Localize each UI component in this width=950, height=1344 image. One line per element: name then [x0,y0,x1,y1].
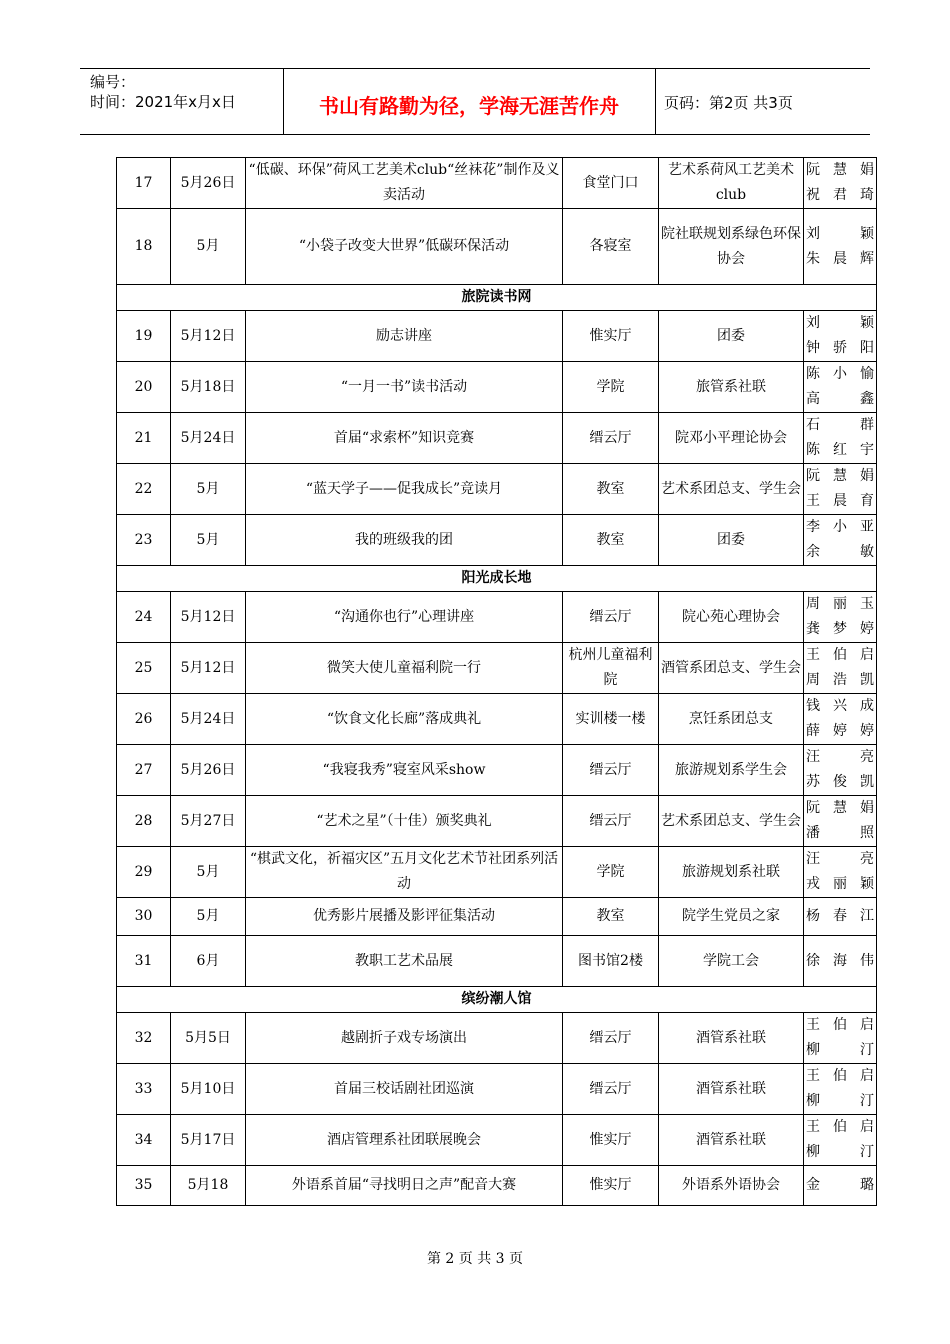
person-name: 朱晨辉 [806,250,874,267]
activity-organizer: 院学生党员之家 [659,898,804,936]
person-name: 石 群 [806,417,874,433]
section-header-row [117,285,877,311]
table-row [117,898,877,936]
row-number: 22 [117,464,171,515]
person-name: 汪 亮 [806,749,874,765]
activity-date: 5月18日 [171,362,246,413]
activity-place: 缙云厅 [563,1064,659,1115]
person-name: 苏俊凯 [806,774,874,790]
person-name: 柳 汀 [806,1144,874,1160]
row-number: 33 [117,1064,171,1115]
person-name: 李小亚 [806,519,874,535]
person-name: 王伯启 [806,1068,874,1084]
row-number: 29 [117,847,171,898]
person-name: 高 鑫 [806,391,874,407]
number-label: 编号： [90,73,136,91]
person-name: 钟骄阳 [806,340,874,356]
activity-name: 优秀影片展播及影评征集活动 [246,898,563,936]
activity-organizer: 院心苑心理协会 [659,592,804,643]
activity-date: 5月17日 [171,1115,246,1166]
person-name: 刘 颖 [806,315,874,331]
activity-place: 缙云厅 [563,413,659,464]
table-row [117,158,877,209]
responsible-persons [804,745,877,796]
person-name: 龚梦婷 [806,621,874,637]
activity-name: “蓝天学子——促我成长”竞读月 [246,464,563,515]
activity-organizer: 酒管系社联 [659,1064,804,1115]
activity-place: 教室 [563,464,659,515]
activity-date: 5月27日 [171,796,246,847]
row-number: 35 [117,1166,171,1206]
header-divider-right [655,68,656,135]
responsible-persons [804,413,877,464]
time-label: 时间：2021年x月x日 [90,93,236,111]
responsible-persons [804,1064,877,1115]
activity-organizer: 烹饪系团总支 [659,694,804,745]
activity-date: 5月5日 [171,1013,246,1064]
activity-name: “低碳、环保”荷风工艺美术club“丝袜花”制作及义卖活动 [246,158,563,209]
activity-date: 5月 [171,847,246,898]
header-top-rule [80,68,870,69]
activity-place: 实训楼一楼 [563,694,659,745]
table-row [117,311,877,362]
table-row [117,1166,877,1206]
activity-date: 5月24日 [171,694,246,745]
activity-organizer: 酒管系社联 [659,1115,804,1166]
person-name: 徐海伟 [806,952,874,969]
person-name: 祝君琦 [806,187,874,203]
row-number: 19 [117,311,171,362]
activity-place: 缙云厅 [563,1013,659,1064]
responsible-persons [804,592,877,643]
responsible-persons [804,643,877,694]
header-motto: 书山有路勤为径，学海无涯苦作舟 [319,94,619,118]
activity-date: 5月18 [171,1166,246,1206]
activity-name: 教职工艺术品展 [246,936,563,987]
section-title: 缤纷潮人馆 [117,987,877,1013]
activity-place: 惟实厅 [563,1166,659,1206]
person-name: 王伯启 [806,1119,874,1135]
table-row [117,464,877,515]
row-number: 21 [117,413,171,464]
activity-schedule-table [116,157,877,1206]
activity-name: “棋武文化，祈福灾区”五月文化艺术节社团系列活动 [246,847,563,898]
responsible-persons [804,1166,877,1206]
activity-organizer: 旅游规划系社联 [659,847,804,898]
activity-organizer: 酒管系团总支、学生会 [659,643,804,694]
section-header-row [117,987,877,1013]
activity-date: 5月 [171,209,246,285]
activity-date: 5月 [171,464,246,515]
activity-date: 5月12日 [171,592,246,643]
person-name: 王伯启 [806,1017,874,1033]
activity-place: 惟实厅 [563,311,659,362]
responsible-persons [804,1013,877,1064]
activity-organizer: 院邓小平理论协会 [659,413,804,464]
person-name: 周浩凯 [806,672,874,688]
row-number: 26 [117,694,171,745]
responsible-persons [804,796,877,847]
activity-place: 食堂门口 [563,158,659,209]
activity-name: “饮食文化长廊”落成典礼 [246,694,563,745]
person-name: 潘 照 [806,825,874,841]
activity-name: 励志讲座 [246,311,563,362]
responsible-persons [804,464,877,515]
person-name: 杨春江 [806,908,874,924]
activity-name: “艺术之星”（十佳）颁奖典礼 [246,796,563,847]
row-number: 31 [117,936,171,987]
responsible-persons [804,898,877,936]
person-name: 余 敏 [806,544,874,560]
table-row [117,936,877,987]
person-name: 阮慧娟 [806,800,874,816]
activity-organizer: 艺术系团总支、学生会 [659,464,804,515]
activity-date: 5月26日 [171,158,246,209]
section-header-row [117,566,877,592]
person-name: 阮慧娟 [806,162,874,178]
activity-place: 缙云厅 [563,745,659,796]
table-row [117,515,877,566]
responsible-persons [804,362,877,413]
activity-date: 5月26日 [171,745,246,796]
table-row [117,847,877,898]
row-number: 30 [117,898,171,936]
row-number: 34 [117,1115,171,1166]
row-number: 32 [117,1013,171,1064]
table-row [117,1064,877,1115]
table-row [117,1115,877,1166]
header-bottom-rule [80,134,870,135]
activity-organizer: 团委 [659,515,804,566]
row-number: 17 [117,158,171,209]
person-name: 陈红宇 [806,442,874,458]
table-row [117,745,877,796]
activity-organizer: 外语系外语协会 [659,1166,804,1206]
table-row [117,1013,877,1064]
activity-place: 图书馆2楼 [563,936,659,987]
responsible-persons [804,158,877,209]
activity-organizer: 学院工会 [659,936,804,987]
activity-place: 教室 [563,515,659,566]
person-name: 柳 汀 [806,1093,874,1109]
activity-name: “我寝我秀”寝室风采show [246,745,563,796]
person-name: 戎丽颖 [806,876,874,892]
activity-name: 首届“求索杯”知识竞赛 [246,413,563,464]
activity-place: 学院 [563,362,659,413]
activity-organizer: 旅游规划系学生会 [659,745,804,796]
activity-place: 惟实厅 [563,1115,659,1166]
responsible-persons [804,936,877,987]
activity-date: 5月12日 [171,311,246,362]
person-name: 金 璐 [806,1177,874,1193]
row-number: 18 [117,209,171,285]
responsible-persons [804,311,877,362]
activity-organizer: 团委 [659,311,804,362]
section-title: 旅院读书网 [117,285,877,311]
row-number: 20 [117,362,171,413]
person-name: 王晨育 [806,493,874,509]
activity-name: “小袋子改变大世界”低碳环保活动 [246,209,563,285]
activity-date: 5月 [171,898,246,936]
activity-place: 缙云厅 [563,796,659,847]
table-row [117,362,877,413]
activity-name: 外语系首届“寻找明日之声”配音大赛 [246,1166,563,1206]
table-row [117,592,877,643]
activity-organizer: 艺术系荷风工艺美术club [659,158,804,209]
person-name: 刘 颖 [806,225,874,242]
activity-organizer: 艺术系团总支、学生会 [659,796,804,847]
activity-date: 5月 [171,515,246,566]
row-number: 24 [117,592,171,643]
row-number: 25 [117,643,171,694]
person-name: 阮慧娟 [806,468,874,484]
activity-name: 首届三校话剧社团巡演 [246,1064,563,1115]
person-name: 柳 汀 [806,1042,874,1058]
person-name: 汪 亮 [806,851,874,867]
activity-place: 教室 [563,898,659,936]
activity-date: 5月10日 [171,1064,246,1115]
activity-place: 各寝室 [563,209,659,285]
row-number: 28 [117,796,171,847]
person-name: 陈小愉 [806,366,874,382]
activity-name: “一月一书”读书活动 [246,362,563,413]
row-number: 23 [117,515,171,566]
table-row [117,413,877,464]
activity-place: 缙云厅 [563,592,659,643]
activity-organizer: 酒管系社联 [659,1013,804,1064]
table-row [117,796,877,847]
activity-place: 学院 [563,847,659,898]
activity-name: 我的班级我的团 [246,515,563,566]
person-name: 钱兴成 [806,698,874,714]
table-row [117,209,877,285]
activity-organizer: 旅管系社联 [659,362,804,413]
section-title: 阳光成长地 [117,566,877,592]
person-name: 周丽玉 [806,596,874,612]
table-row [117,694,877,745]
responsible-persons [804,847,877,898]
activity-date: 5月24日 [171,413,246,464]
activity-name: 酒店管理系社团联展晚会 [246,1115,563,1166]
activity-place: 杭州儿童福利院 [563,643,659,694]
person-name: 薛婷婷 [806,723,874,739]
responsible-persons [804,694,877,745]
page-label: 页码：第2页 共3页 [664,94,793,112]
activity-date: 5月12日 [171,643,246,694]
responsible-persons [804,209,877,285]
activity-name: 微笑大使儿童福利院一行 [246,643,563,694]
activity-name: 越剧折子戏专场演出 [246,1013,563,1064]
activity-date: 6月 [171,936,246,987]
person-name: 王伯启 [806,647,874,663]
responsible-persons [804,1115,877,1166]
activity-name: “沟通你也行”心理讲座 [246,592,563,643]
responsible-persons [804,515,877,566]
activity-organizer: 院社联规划系绿色环保协会 [659,209,804,285]
row-number: 27 [117,745,171,796]
table-row [117,643,877,694]
page-footer: 第 2 页 共 3 页 [426,1251,524,1267]
